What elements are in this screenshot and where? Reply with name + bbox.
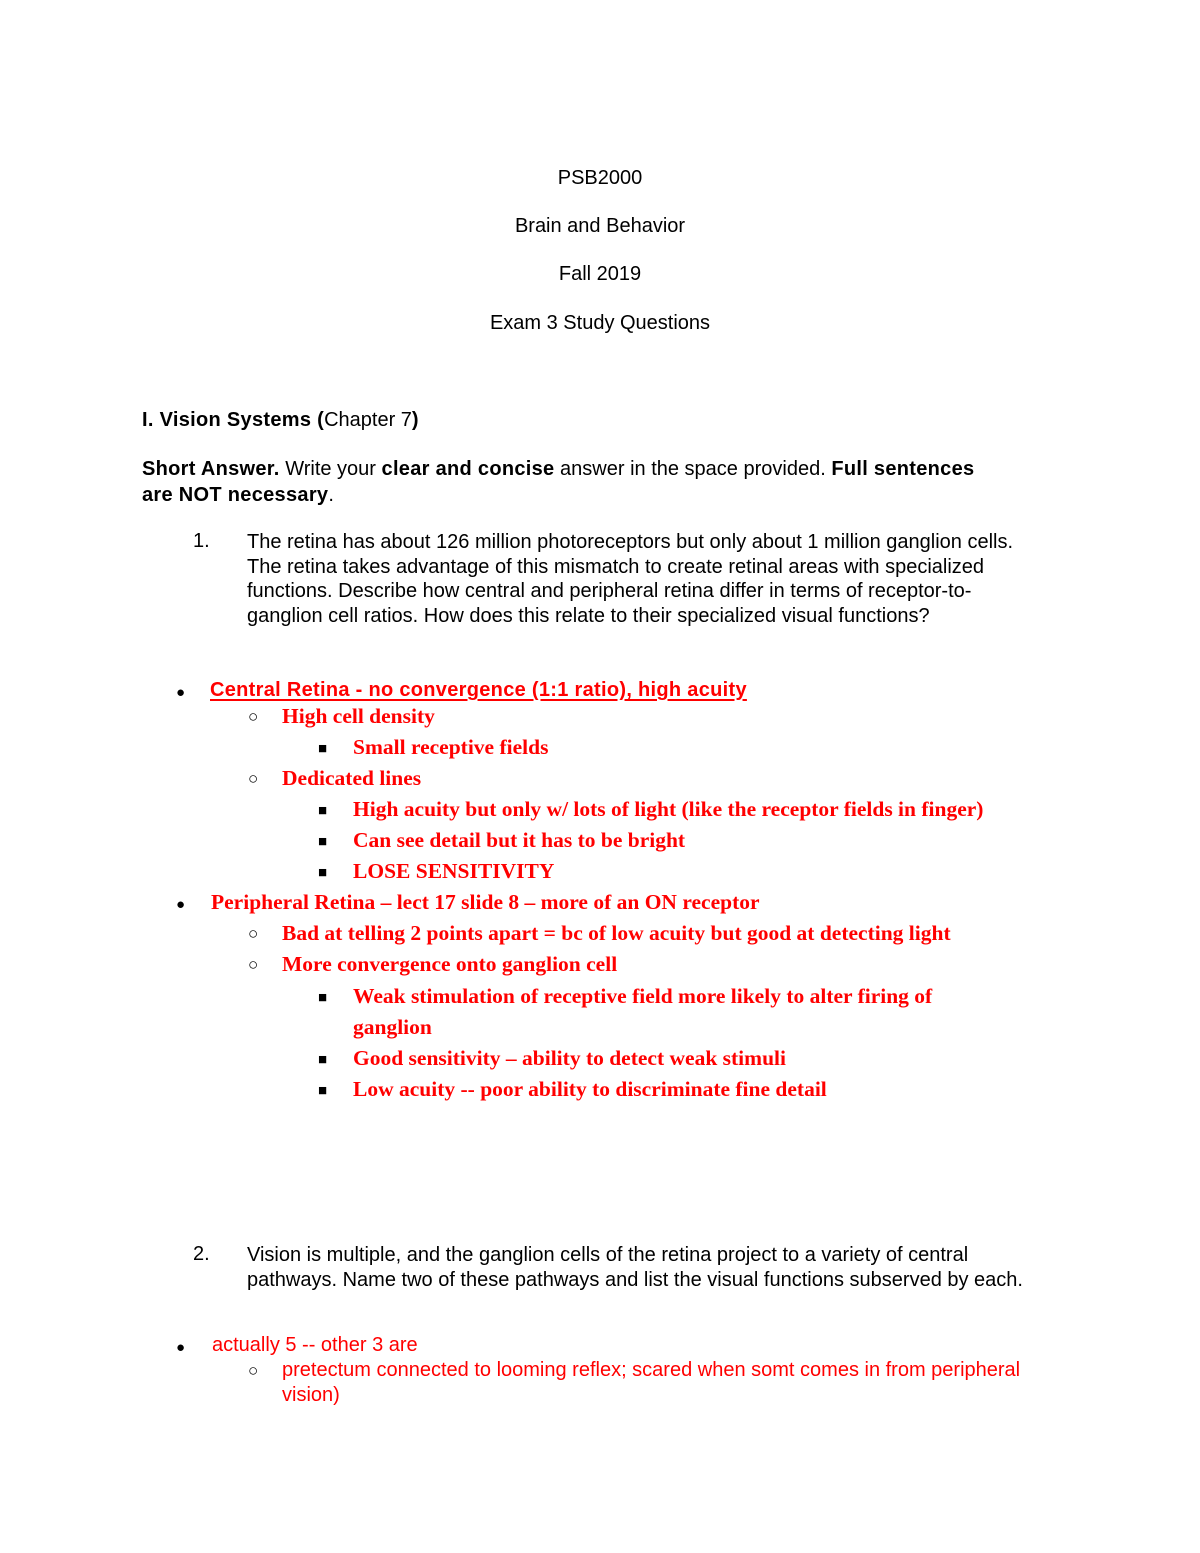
answer-central-retina: Central Retina - no convergence (1:1 ratio), high acuity [210,679,747,701]
answer-pretectum: pretectum connected to looming reflex; scared when somt comes in from peripheral [282,1359,1021,1381]
bullet-circle: ○ [248,1361,259,1380]
bullet-square: ■ [318,989,328,1006]
answer-two-points: Bad at telling 2 points apart = bc of low acuity but good at detecting light [282,921,951,945]
bullet-square: ■ [318,833,328,850]
answer-actually-five: actually 5 -- other 3 are [212,1334,418,1356]
section-heading: I. Vision Systems (Chapter 7) [142,409,419,431]
question-2-number: 2. [193,1243,210,1265]
term: Fall 2019 [558,263,642,285]
answer-light: High acuity but only w/ lots of light (like the receptor fields in finger) [353,797,984,821]
answer-good-sensitivity: Good sensitivity – ability to detect weak stimuli [353,1046,786,1070]
answer-dedicated-lines: Dedicated lines [282,766,422,790]
question-2-text: Vision is multiple, and the ganglion cells of the retina project to a variety of central pathways. Name two of these pathways and list the visual functions subserved by each. [247,1244,1023,1291]
answer-lose-sensitivity: LOSE SENSITIVITY [353,859,555,883]
bullet-circle: ○ [248,707,259,726]
answer-small-fields: Small receptive fields [353,735,549,759]
bullet-dot: ● [176,684,186,701]
bullet-square: ■ [318,740,328,757]
answer-high-density: High cell density [282,704,435,728]
bullet-dot: ● [176,1339,186,1356]
document-title: Exam 3 Study Questions [489,312,711,334]
bullet-square: ■ [318,1082,328,1099]
bullet-dot: ● [176,896,186,913]
bullet-circle: ○ [248,924,259,943]
answer-pretectum-cont: vision) [282,1384,340,1406]
bullet-circle: ○ [248,769,259,788]
answer-detail: Can see detail but it has to be bright [353,828,686,852]
bullet-square: ■ [318,802,328,819]
answer-peripheral-retina: Peripheral Retina – lect 17 slide 8 – more of an ON receptor [211,890,760,914]
bullet-square: ■ [318,1051,328,1068]
bullet-circle: ○ [248,955,259,974]
answer-weak-stimulation-cont: ganglion [353,1015,432,1039]
course-code: PSB2000 [557,167,643,189]
question-1-text: The retina has about 126 million photoreceptors but only about 1 million ganglion cells. The retina takes advantage of this mismatch to create retinal areas with specialized functions. Describe how central and peripheral retina differ in terms of receptor-to-ganglion cell ratios. How does this relate to their specialized visual functions? [247,531,1014,627]
answer-low-acuity: Low acuity -- poor ability to discriminate fine detail [353,1077,827,1101]
bullet-square: ■ [318,864,328,881]
answer-convergence: More convergence onto ganglion cell [282,952,618,976]
question-1-number: 1. [193,530,210,552]
course-title: Brain and Behavior [514,215,686,237]
instructions: Short Answer. Write your clear and concise answer in the space provided. Full sentences are NOT necessary. [142,458,975,506]
answer-weak-stimulation: Weak stimulation of receptive field more likely to alter firing of [353,984,933,1008]
